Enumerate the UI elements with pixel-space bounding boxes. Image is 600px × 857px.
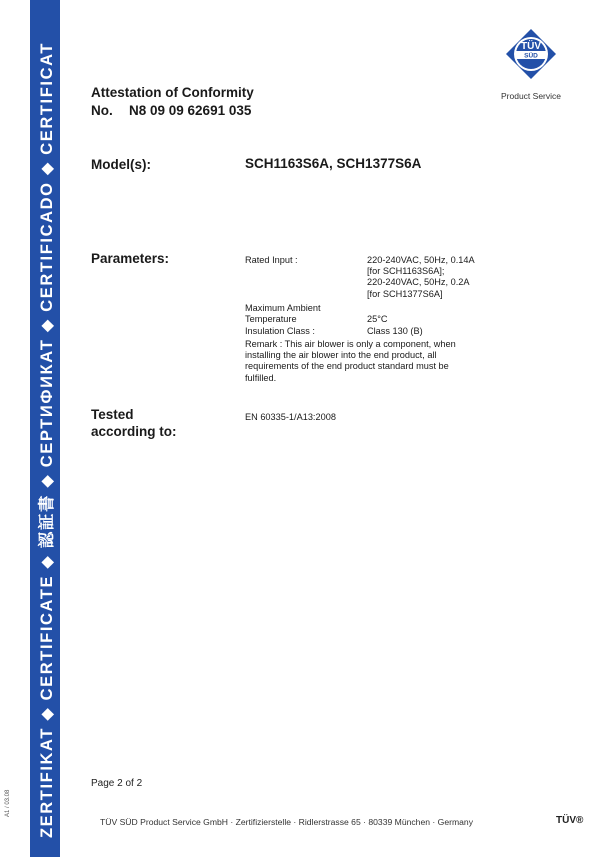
rated-input-line: [for SCH1163S6A];	[367, 266, 445, 277]
logo-mark: TÜV	[521, 41, 541, 52]
remark-line: installing the air blower into the end product, all	[245, 350, 437, 361]
tested-label-line: according to:	[91, 424, 177, 439]
remark-line: fulfilled.	[245, 372, 277, 383]
models-label: Model(s):	[91, 157, 151, 172]
logo-caption: Product Service	[501, 91, 561, 101]
number-label: No.	[91, 103, 113, 118]
ambient-label-line: Temperature	[245, 314, 297, 325]
logo-sub: SÜD	[524, 52, 538, 60]
side-band-text: ZERTIFIKAT ◆ CERTIFICATE ◆ 認証書 ◆ СЕРТИФИКАТ ◆ CERTIFICADO ◆ CERTIFICAT	[38, 41, 56, 838]
remark-line: Remark : This air blower is only a component, when	[245, 339, 456, 349]
certificate-number: N8 09 09 62691 035	[129, 103, 252, 118]
rated-input-values	[367, 255, 475, 300]
tuv-logo-icon	[505, 28, 557, 80]
rated-input-label: Rated Input :	[245, 255, 298, 265]
rated-input-line: 220-240VAC, 50Hz, 0.2A	[367, 277, 470, 288]
models-value: SCH1163S6A, SCH1377S6A	[245, 156, 422, 171]
rated-input-line: 220-240VAC, 50Hz, 0.14A	[367, 255, 475, 265]
tested-standard: EN 60335-1/A13:2008	[245, 412, 336, 422]
tested-label-line: Tested	[91, 407, 134, 422]
insulation-value: Class 130 (B)	[367, 326, 423, 336]
rated-input-line: [for SCH1377S6A]	[367, 288, 443, 299]
insulation-label: Insulation Class :	[245, 326, 315, 336]
footer-tuv-logo: TÜV®	[556, 815, 584, 826]
footer-address: TÜV SÜD Product Service GmbH · Zertifizierstelle · Ridlerstrasse 65 · 80339 München · Germany	[100, 817, 473, 827]
parameters-label: Parameters:	[91, 251, 170, 266]
ambient-value: 25°C	[367, 314, 388, 324]
remark-line: requirements of the end product standard must be	[245, 361, 449, 372]
tested-label	[91, 406, 177, 440]
form-code: A1 / 03.08	[5, 789, 11, 817]
document-title: Attestation of Conformity	[91, 85, 254, 100]
ambient-label-line: Maximum Ambient	[245, 303, 321, 313]
ambient-label	[245, 303, 321, 325]
page-number: Page 2 of 2	[91, 778, 143, 789]
remark	[245, 339, 456, 384]
